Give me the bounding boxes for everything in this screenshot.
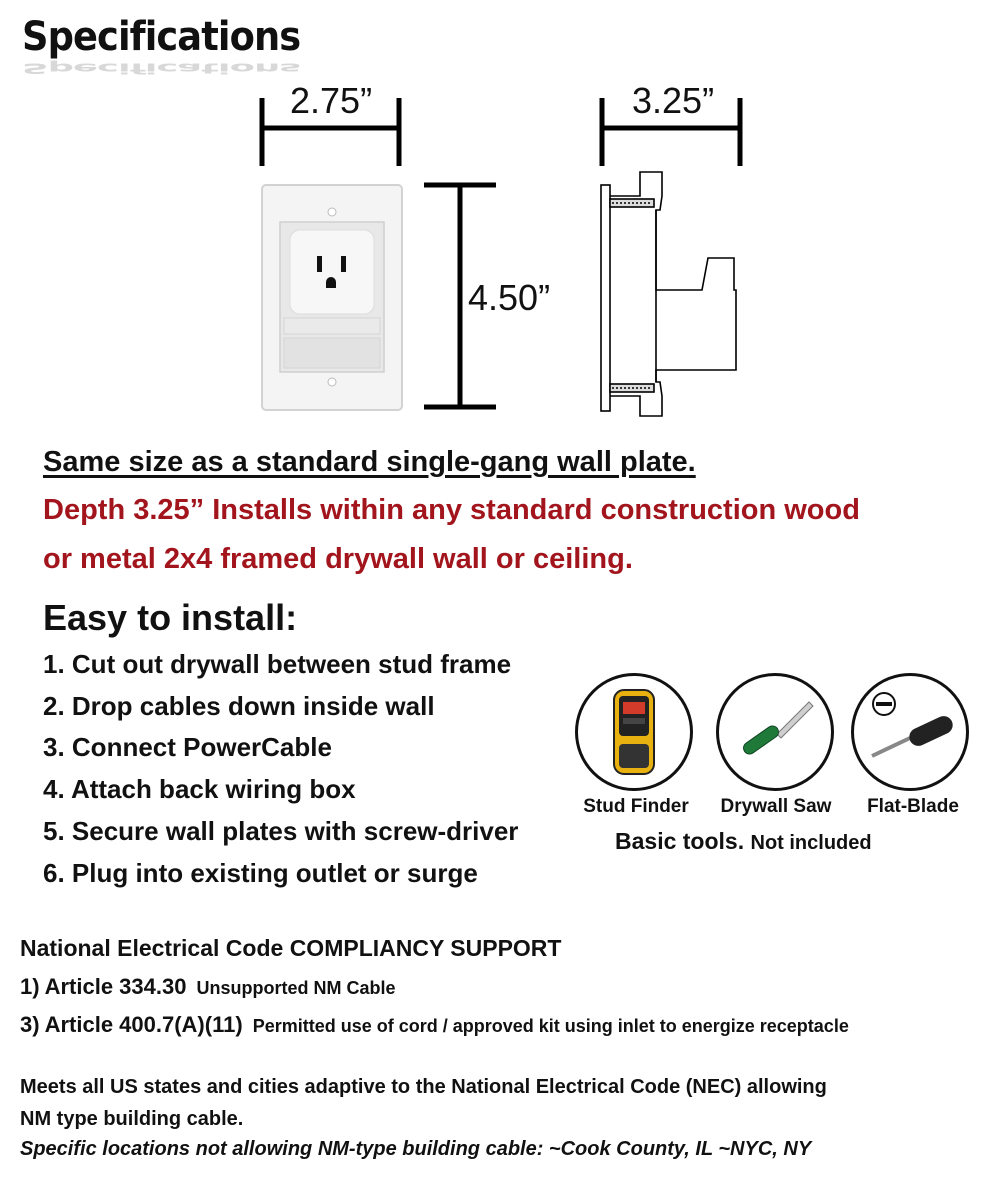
page-title: Specifications — [22, 14, 301, 60]
nec-exceptions: Specific locations not allowing NM-type building cable: ~Cook County, IL ~NYC, NY — [20, 1138, 812, 1160]
nec-meets-line-1: Meets all US states and cities adaptive to the National Electrical Code (NEC) allowing — [20, 1076, 827, 1098]
height-dimension-label: 4.50” — [468, 277, 551, 318]
nec-meets-line-2: NM type building cable. — [20, 1108, 244, 1130]
width-dimension-label: 2.75” — [290, 80, 373, 121]
tools-note-sub: Not included — [750, 832, 872, 854]
install-step: 4. Attach back wiring box — [43, 774, 356, 804]
depth-statement-line-1: Depth 3.25” Installs within any standard construction wood — [43, 494, 860, 526]
tools-note-main: Basic tools. — [615, 828, 745, 854]
stud-finder-icon — [575, 673, 693, 791]
tool-label-flat-blade: Flat-Blade — [867, 796, 959, 817]
nec-title: National Electrical Code COMPLIANCY SUPPORT — [20, 935, 562, 961]
flat-blade-screwdriver-icon — [851, 673, 969, 791]
wall-plate-front-view — [262, 185, 402, 410]
size-statement: Same size as a standard single-gang wall plate. — [43, 446, 696, 478]
install-heading: Easy to install: — [43, 597, 298, 638]
page-title-reflection: Specifications — [22, 59, 301, 76]
install-step: 1. Cut out drywall between stud frame — [43, 649, 512, 679]
article-name: Article 400.7(A)(11) — [44, 1012, 243, 1037]
install-step: 3. Connect PowerCable — [43, 732, 332, 762]
depth-statement-line-2: or metal 2x4 framed drywall wall or ceiling. — [43, 543, 633, 575]
tool-label-stud-finder: Stud Finder — [583, 796, 689, 817]
install-step: 2. Drop cables down inside wall — [43, 691, 435, 721]
drywall-saw-icon — [716, 673, 834, 791]
install-step: 6. Plug into existing outlet or surge — [43, 858, 478, 888]
article-number: 1) — [20, 974, 40, 999]
nec-article — [20, 1012, 849, 1038]
depth-dimension-label: 3.25” — [632, 80, 715, 121]
nec-article — [20, 974, 395, 1000]
tools-note — [615, 828, 872, 855]
article-number: 3) — [20, 1012, 40, 1037]
wall-box-side-view — [601, 172, 736, 416]
dimension-diagram — [0, 0, 1000, 430]
article-description: Unsupported NM Cable — [196, 978, 396, 998]
install-step: 5. Secure wall plates with screw-driver — [43, 816, 519, 846]
tool-label-drywall-saw: Drywall Saw — [720, 796, 832, 817]
article-description: Permitted use of cord / approved kit using inlet to energize receptacle — [252, 1016, 849, 1036]
article-name: Article 334.30 — [44, 974, 187, 999]
